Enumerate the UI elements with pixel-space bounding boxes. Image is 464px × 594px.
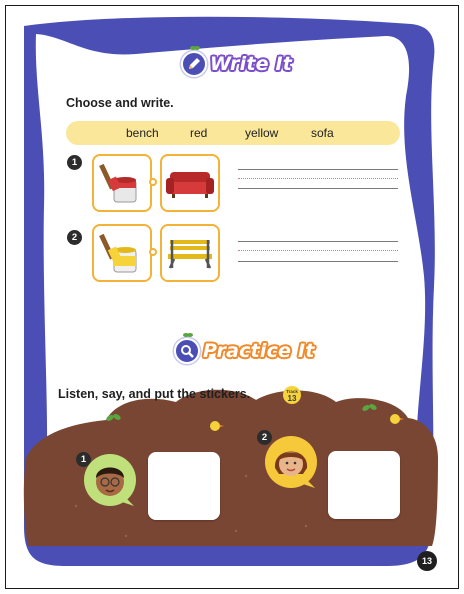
item-number: 1	[67, 155, 82, 170]
writing-line[interactable]	[238, 169, 398, 170]
writing-line[interactable]	[238, 188, 398, 189]
word-bank-item: red	[190, 126, 208, 140]
item-number: 2	[67, 230, 82, 245]
word-bank	[66, 121, 400, 145]
writing-line[interactable]	[238, 241, 398, 242]
write-it-title: Write It	[210, 53, 293, 75]
word-bank-item: sofa	[311, 126, 334, 140]
practice-it-instruction: Listen, say, and put the stickers.	[58, 387, 251, 401]
red-paint-can-icon	[92, 154, 152, 212]
sticker-slot[interactable]	[328, 451, 400, 519]
word-bank-item: bench	[126, 126, 159, 140]
practice-it-heading	[174, 338, 315, 364]
practice-it-title: Practice It	[203, 340, 315, 362]
yellow-paint-can-icon	[92, 224, 152, 282]
track-label: Track	[286, 389, 298, 394]
write-it-heading	[181, 51, 292, 77]
link-dot	[149, 248, 157, 256]
page-number: 13	[417, 551, 437, 571]
page-frame	[5, 5, 459, 589]
link-dot	[149, 178, 157, 186]
girl-avatar-icon	[263, 434, 319, 490]
audio-track-badge[interactable]	[283, 386, 301, 404]
leaf-icon	[183, 332, 193, 338]
writing-line	[238, 250, 398, 251]
magnifier-icon	[174, 338, 200, 364]
write-it-instruction: Choose and write.	[66, 96, 174, 110]
boy-avatar-icon	[82, 452, 138, 508]
writing-line	[238, 178, 398, 179]
yellow-bench-icon	[160, 224, 220, 282]
pencil-icon	[181, 51, 207, 77]
word-bank-item: yellow	[245, 126, 279, 140]
writing-line[interactable]	[238, 261, 398, 262]
sticker-slot[interactable]	[148, 452, 220, 520]
item-number: 2	[257, 430, 272, 445]
leaf-icon	[190, 45, 200, 51]
track-number: 13	[287, 394, 297, 403]
item-number: 1	[76, 452, 91, 467]
red-sofa-icon	[160, 154, 220, 212]
